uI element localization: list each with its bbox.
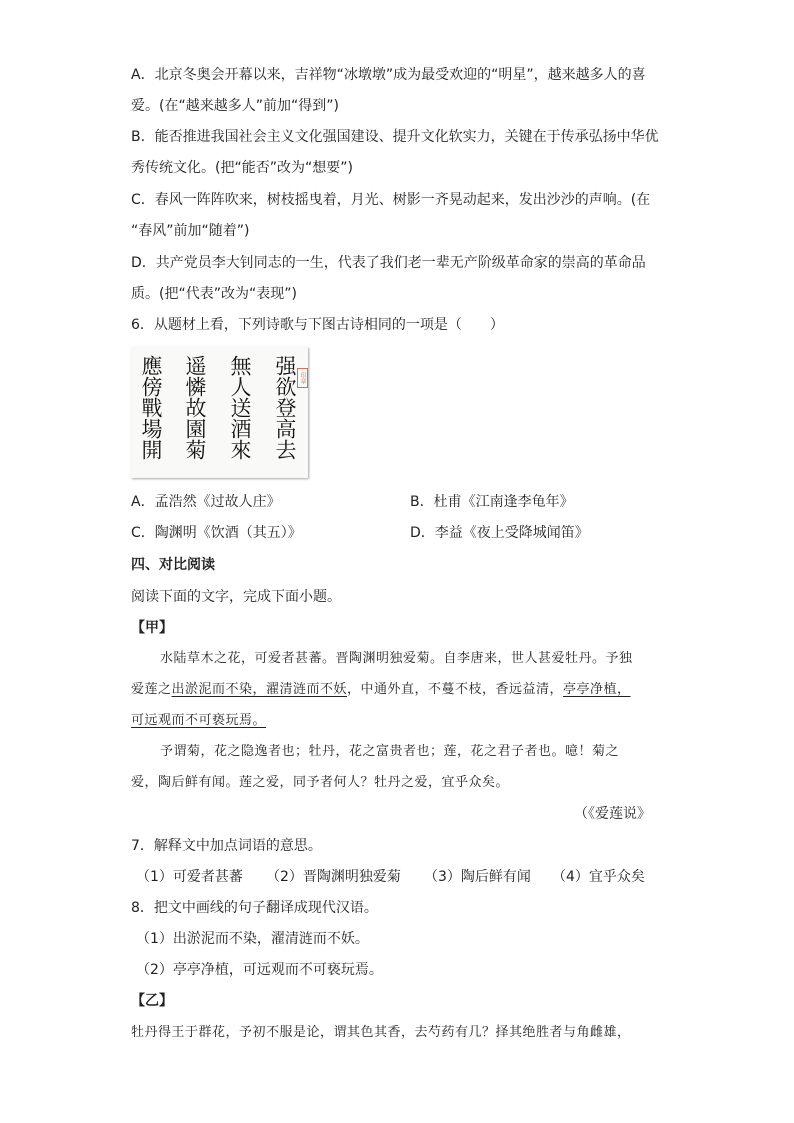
calligraphy-column-1: 强欲登高去	[273, 355, 297, 460]
passage-yi-label: 【乙】	[131, 993, 173, 1009]
passage-jia-label: 【甲】	[131, 620, 173, 636]
underlined-sentence-1: 出淤泥而不染，濯清涟而不妖	[171, 682, 348, 697]
q5-option-a-line1: A．北京冬奥会开幕以来，吉祥物“冰墩墩”成为最受欢迎的“明星”，越来越多人的喜	[131, 67, 646, 83]
q5-option-d-line2: 质。(把“代表”改为“表现”)	[131, 286, 297, 302]
passage-jia-p2-line1: 予谓菊，花之隐逸者也；牡丹，花之富贵者也；莲，花之君子者也。噫！菊之	[160, 744, 620, 759]
q6-option-c: C．陶渊明《饮酒（其五）》	[131, 525, 302, 541]
q7-stem: 7．解释文中加点词语的意思。	[131, 838, 322, 854]
passage-text: ，中通外直，不蔓不枝，香远益清，	[347, 682, 564, 697]
q5-option-b-line1: B．能否推进我国社会主义文化强国建设、提升文化软实力，关键在于传承弘扬中华优	[131, 129, 659, 145]
passage-jia-p2-line2: 爱，陶后鲜有闻。莲之爱，同予者何人？牡丹之爱，宜乎众矣。	[131, 775, 510, 790]
section-4-title: 四、对比阅读	[131, 557, 215, 573]
passage-jia-p1-line3	[131, 710, 266, 732]
calligraphy-seal: 印章	[297, 368, 308, 388]
q6-option-a: A．孟浩然《过故人庄》	[131, 494, 281, 510]
passage-jia-p1-line1: 水陆草木之花，可爱者甚蕃。晋陶渊明独爱菊。自李唐来，世人甚爱牡丹。予独	[160, 651, 633, 666]
q7-item-2: （2）晋陶渊明独爱菊	[266, 869, 401, 885]
calligraphy-column-4: 應傍戰場開	[139, 355, 163, 460]
q7-item-3: （3）陶后鲜有闻	[424, 869, 531, 885]
underlined-sentence-2-part1: 亭亭净植，	[563, 682, 631, 697]
q5-option-c-line2: “春风”前加“随着”)	[131, 223, 250, 239]
passage-yi-line1: 牡丹得王于群花，予初不服是论，谓其色其香，去芍药有几？择其绝胜者与角雌雄，	[131, 1025, 631, 1040]
q6-stem: 6．从题材上看，下列诗歌与下图古诗相同的一项是（ ）	[131, 317, 504, 333]
q7-item-4: （4）宜乎众矣	[552, 869, 645, 885]
underlined-sentence-2-part2: 可远观而不可亵玩焉。	[131, 713, 267, 728]
q6-option-b: B．杜甫《江南逢李龟年》	[410, 494, 574, 510]
q5-option-a-line2: 爱。(在“越来越多人”前加“得到”)	[131, 98, 339, 114]
passage-jia-p1-line2	[131, 679, 631, 701]
q5-option-d-line1: D．共产党员李大钊同志的一生，代表了我们老一辈无产阶级革命家的崇高的革命品	[131, 255, 646, 271]
calligraphy-column-3: 遥憐故園菊	[183, 355, 207, 460]
q7-item-1: （1）可爱者甚蕃	[136, 869, 243, 885]
passage-text: 爱莲之	[131, 682, 172, 697]
q5-option-c-line1: C．春风一阵阵吹来，树枝摇曳着，月光、树影一齐晃动起来，发出沙沙的声响。(在	[131, 192, 651, 208]
q8-stem: 8．把文中画线的句子翻译成现代汉语。	[131, 900, 378, 916]
calligraphy-poem-image	[131, 347, 308, 478]
calligraphy-column-2: 無人送酒來	[228, 355, 252, 460]
q8-item-1: （1）出淤泥而不染，濯清涟而不妖。	[136, 931, 369, 947]
q6-option-d: D．李益《夜上受降城闻笛》	[410, 525, 589, 541]
q5-option-b-line2: 秀传统文化。(把“能否”改为“想要”)	[131, 160, 353, 176]
passage-source: （《爱莲说》	[574, 806, 651, 822]
q8-item-2: （2）亭亭净植，可远观而不可亵玩焉。	[136, 962, 383, 978]
section-4-instruction: 阅读下面的文字，完成下面小题。	[131, 589, 341, 605]
